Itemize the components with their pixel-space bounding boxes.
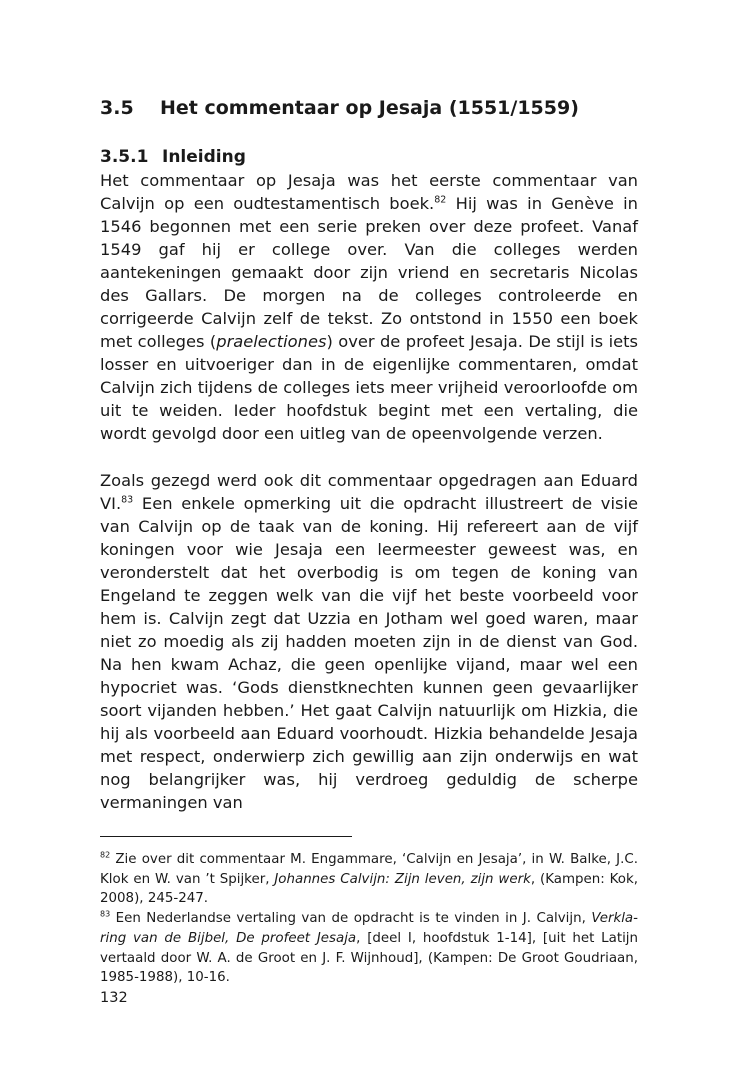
- paragraph-gap: [100, 445, 638, 469]
- section-title: Het commentaar op Jesaja (1551/1559): [160, 97, 579, 119]
- body-paragraph-1: [100, 169, 638, 445]
- paragraph-2-text-a: Zoals gezegd werd ook dit commentaar opgedragen aan Eduard VI.: [100, 471, 638, 513]
- footnote-ref-83: 83: [121, 494, 134, 506]
- footnote-divider: [100, 836, 352, 837]
- footnote-text: Zie over dit commentaar M. Engammare, ‘Calvijn en Jesaja’, in W. Balke, J.C. Klok en W. van ’t Spijker,: [100, 852, 638, 887]
- paragraph-2-text-b: Een enkele opmerking uit die opdracht illustreert de visie van Calvijn op de taak van de koning. Hij refereert aan de vijf koningen voor wie Jesaja een leermeester geweest was, en veronderstelt dat het overbodig is om tegen de koning van Engeland te zeggen welk van die vijf het beste voorbeeld voor hem is. Calvijn zegt dat Uzzia en Jotham wel goed waren, maar niet zo moedig als zij hadden moeten zijn in de dienst van God. Na hen kwam Achaz, die geen openlijke vijand, maar wel een hypocriet was. ‘Gods dienstknechten kunnen geen gevaarlijker soort vijanden hebben.’ Het gaat Calvijn natuurlijk om Hizkia, die hij als voorbeeld aan Eduard voorhoudt. Hizkia behandelde Jesaja met respect, onderwierp zich gewillig aan zijn onderwijs en wat nog belangrijker was, hij verdroeg geduldig de scherpe vermaningen van: [100, 494, 638, 812]
- paragraph-1-italic-term: praelectiones: [216, 332, 327, 351]
- footnote-83: [100, 909, 638, 988]
- footnote-ref-82: 82: [434, 194, 447, 206]
- subsection-number: 3.5.1: [100, 147, 149, 167]
- footnote-number: 83: [100, 909, 111, 919]
- footnote-82: [100, 850, 638, 909]
- section-number: 3.5: [100, 97, 134, 119]
- footnote-italic-title: Verklaring van de Bijbel, De profeet Jesaja: [100, 911, 638, 946]
- footnote-text: , [deel I, hoofdstuk 1-14], [uit het Latijn vertaald door W. A. de Groot en J. F. Wijnhoud], (Kampen: De Groot Goudriaan, 1985-1988), 10-16.: [100, 930, 639, 986]
- paragraph-1-text-c: ) over de profeet Jesaja. De stijl is iets losser en uitvoeriger dan in de eigenlijke commentaren, omdat Calvijn zich tijdens de colleges iets meer vrijheid veroorloofde om uit te weiden. Ieder hoofdstuk begint met een vertaling, die wordt gevolgd door een uitleg van de opeenvolgende verzen.: [100, 332, 638, 443]
- footnote-text: , (Kampen: Kok, 2008), 245-247.: [100, 871, 638, 907]
- subsection-heading: [100, 146, 638, 169]
- footnote-text: Een Nederlandse vertaling van de opdracht is te vinden in J. Calvijn,: [110, 911, 592, 927]
- paragraph-1-text-a: Het commentaar op Jesaja was het eerste commentaar van Calvijn op een oudtestamentisch boek.: [100, 171, 638, 213]
- book-page: [100, 92, 638, 1008]
- body-paragraph-2: [100, 469, 638, 814]
- footnote-italic-title: Johannes Calvijn: Zijn leven, zijn werk: [274, 871, 531, 887]
- section-heading: [100, 92, 638, 124]
- footnote-number: 82: [100, 850, 111, 860]
- paragraph-1-text-b: Hij was in Genève in 1546 begonnen met een serie preken over deze profeet. Vanaf 1549 gaf hij er college over. Van die colleges werden aantekeningen gemaakt door zijn vriend en secretaris Nicolas des Gallars. De morgen na de colleges controleerde en corrigeerde Calvijn zelf de tekst. Zo ontstond in 1550 een boek met colleges (: [100, 194, 639, 351]
- subsection-title: Inleiding: [162, 147, 246, 167]
- page-number: 132: [100, 989, 128, 1006]
